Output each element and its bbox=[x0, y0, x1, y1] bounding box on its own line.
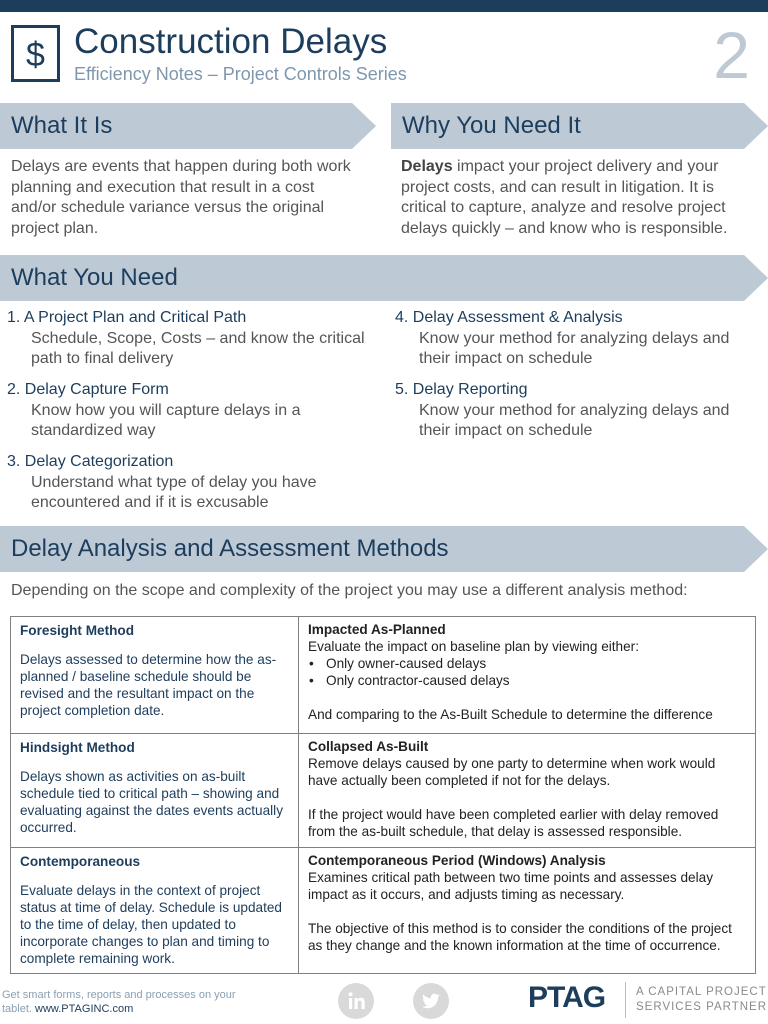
analysis-desc-2: And comparing to the As-Built Schedule to determine the difference bbox=[308, 707, 713, 722]
analysis-title: Contemporaneous Period (Windows) Analysis bbox=[308, 853, 606, 868]
need-item-desc: Understand what type of delay you have encountered and if it is excusable bbox=[31, 473, 317, 512]
need-item-title: 1. A Project Plan and Critical Path bbox=[7, 309, 247, 326]
analysis-desc-2: The objective of this method is to consider the conditions of the project as they change and the known information at the time of occurrence. bbox=[308, 921, 732, 953]
linkedin-icon[interactable] bbox=[338, 983, 374, 1019]
need-item bbox=[7, 452, 377, 514]
analysis-title: Collapsed As-Built bbox=[308, 739, 429, 754]
what-you-need-banner bbox=[0, 255, 768, 301]
need-item bbox=[395, 380, 760, 442]
method-title: Foresight Method bbox=[20, 623, 135, 638]
analysis-cell bbox=[299, 734, 756, 848]
page-title: Construction Delays bbox=[74, 22, 388, 61]
need-item-desc: Know your method for analyzing delays and their impact on schedule bbox=[419, 401, 730, 440]
method-cell bbox=[11, 848, 299, 974]
need-item-title: 3. Delay Categorization bbox=[7, 453, 174, 470]
method-desc: Evaluate delays in the context of project status at time of delay. Schedule is updated to the time of delay, then updated to incorporate changes to plan and timing to complete remaining work. bbox=[20, 883, 282, 966]
need-item bbox=[395, 308, 760, 370]
method-cell bbox=[11, 617, 299, 734]
analysis-desc-2: If the project would have been completed earlier with delay removed from the as-built schedule, that delay is assessed responsible. bbox=[308, 807, 719, 839]
need-item-title: 4. Delay Assessment & Analysis bbox=[395, 309, 623, 326]
need-item bbox=[7, 380, 377, 442]
ptag-tagline bbox=[636, 985, 767, 1015]
page-subtitle: Efficiency Notes – Project Controls Series bbox=[74, 64, 407, 84]
analysis-desc: Examines critical path between two time points and assesses delay impact as it occurs, and adjusts timing as necessary. bbox=[308, 870, 713, 902]
analysis-desc: Remove delays caused by one party to determine when work would have actually been completed if not for the delays. bbox=[308, 756, 716, 788]
methods-banner bbox=[0, 526, 768, 572]
what-you-need-heading: What You Need bbox=[11, 264, 178, 291]
tagline-line2: SERVICES PARTNER bbox=[636, 1001, 768, 1013]
svg-text:$: $ bbox=[26, 36, 45, 74]
what-it-is-heading: What It Is bbox=[11, 112, 113, 139]
need-item-title: 2. Delay Capture Form bbox=[7, 381, 169, 398]
footer-divider bbox=[625, 982, 626, 1018]
table-row bbox=[11, 848, 756, 974]
list-item: • Only owner-caused delays bbox=[308, 655, 746, 672]
method-cell bbox=[11, 734, 299, 848]
list-item: • Only contractor-caused delays bbox=[308, 672, 746, 689]
need-item-desc: Schedule, Scope, Costs – and know the critical path to final delivery bbox=[31, 329, 365, 368]
method-title: Contemporaneous bbox=[20, 854, 141, 869]
method-title: Hindsight Method bbox=[20, 740, 135, 755]
need-item-title: 5. Delay Reporting bbox=[395, 381, 528, 398]
methods-table bbox=[10, 616, 756, 974]
why-you-need-it-text bbox=[401, 157, 757, 239]
table-row bbox=[11, 734, 756, 848]
why-you-need-it-banner bbox=[391, 103, 768, 149]
methods-heading: Delay Analysis and Assessment Methods bbox=[11, 535, 449, 562]
methods-intro: Depending on the scope and complexity of the project you may use a different analysis method: bbox=[11, 582, 688, 599]
need-item-desc: Know your method for analyzing delays and their impact on schedule bbox=[419, 329, 730, 368]
analysis-bullets bbox=[308, 655, 746, 689]
tagline-line1: A CAPITAL PROJECT bbox=[636, 986, 767, 998]
analysis-cell bbox=[299, 848, 756, 974]
top-bar bbox=[0, 0, 768, 12]
footer-promo bbox=[2, 988, 236, 1016]
need-item bbox=[7, 308, 377, 370]
what-it-is-banner bbox=[0, 103, 376, 149]
analysis-cell bbox=[299, 617, 756, 734]
method-desc: Delays assessed to determine how the as-planned / baseline schedule should be revised and the resultant impact on the project completion date. bbox=[20, 652, 277, 718]
method-desc: Delays shown as activities on as-built schedule tied to critical path – showing and evaluating against the dates events actually occurred. bbox=[20, 769, 283, 835]
footer-promo-line2: tablet. bbox=[2, 1003, 36, 1015]
need-item-desc: Know how you will capture delays in a standardized way bbox=[31, 401, 301, 440]
why-bold-word: Delays bbox=[401, 158, 453, 175]
why-text-rest: impact your project delivery and your project costs, and can result in litigation. It is critical to capture, analyze and resolve project delays quickly – and know who is responsible. bbox=[401, 158, 728, 237]
analysis-title: Impacted As-Planned bbox=[308, 622, 446, 637]
why-you-need-it-heading: Why You Need It bbox=[402, 112, 581, 139]
analysis-desc: Evaluate the impact on baseline plan by viewing either: bbox=[308, 639, 639, 654]
table-row bbox=[11, 617, 756, 734]
dollar-logo-icon bbox=[11, 25, 60, 82]
footer-promo-line1: Get smart forms, reports and processes on your bbox=[2, 989, 236, 1001]
what-it-is-text: Delays are events that happen during both work planning and execution that result in a cost and/or schedule variance versus the original project plan. bbox=[11, 158, 351, 237]
twitter-icon[interactable] bbox=[413, 983, 449, 1019]
ptag-logo: PTAG bbox=[528, 981, 606, 1014]
footer-website-link[interactable]: www.PTAGINC.com bbox=[35, 1003, 134, 1015]
page-number: 2 bbox=[713, 18, 750, 92]
